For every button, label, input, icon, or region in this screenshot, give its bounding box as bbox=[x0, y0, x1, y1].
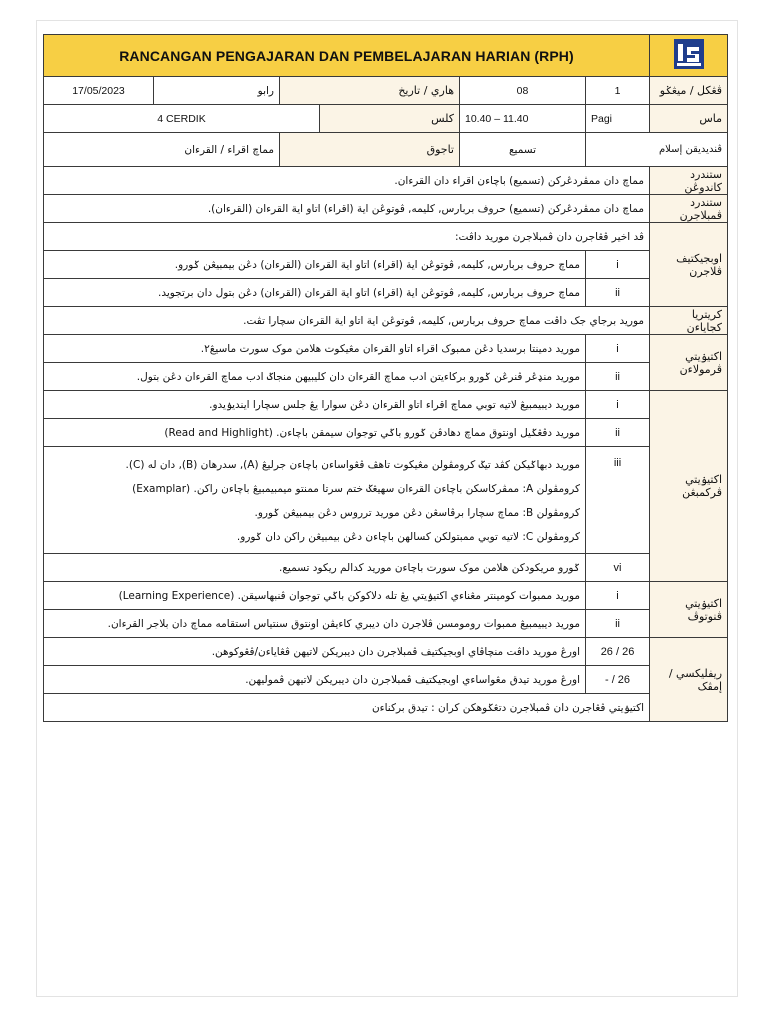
objective-label: اوبجيکتيف ڤلاجرن bbox=[650, 223, 728, 307]
main-row bbox=[44, 391, 728, 419]
objective-text: مماچ حروف بربارس, کليمه, ڤوتوڠن اية (اقراء) اتاو اية القرءان (القرءان) دڠن بتول دان برتجويد. bbox=[44, 279, 586, 307]
rph-table bbox=[43, 34, 728, 722]
opening-num: i bbox=[586, 335, 650, 363]
sk-label: ستندرد کاندوڠن bbox=[650, 167, 728, 195]
main-line: کرومڤولن C: لاتيه توبي ممبتولکن کسالهن باچاءن دڠن بيمبيڠن راکن دان ݢورو. bbox=[236, 531, 580, 543]
header-row bbox=[44, 35, 728, 77]
sp-row bbox=[44, 195, 728, 223]
sp-text: مماچ دان ممڤردڠرکن (تسميع) حروف بربارس, کليمه, ڤوتوڠن اية (اقراء) اتاو اية القرءان (القرءان). bbox=[44, 195, 650, 223]
objective-item-row bbox=[44, 251, 728, 279]
reflection-label: ريفليکسي / إمڤک bbox=[650, 638, 728, 722]
main-num: i bbox=[586, 391, 650, 419]
objective-intro-row bbox=[44, 223, 728, 251]
page-title: RANCANGAN PENGAJARAN DAN PEMBELAJARAN HARIAN (RPH) bbox=[44, 35, 650, 77]
objective-num: ii bbox=[586, 279, 650, 307]
closing-text: موريد ديبيمبيڠ ممبوات رومومسن ڤلاجرن دان ديبري کاءيڤن اونتوق سنتياس استقامه مماچ دان بلاجر القرءان. bbox=[44, 610, 586, 638]
main-num: vi bbox=[586, 554, 650, 582]
sp-label: ستندرد ڤمبلاجرن bbox=[650, 195, 728, 223]
closing-row bbox=[44, 582, 728, 610]
reflection-row bbox=[44, 666, 728, 694]
reflection-text: اورڠ موريد داڤت منچاڤاي اوبجيکتيف ڤمبلاجرن دان ديبريکن لاتيهن ڤڠاياءن/ڤڠوکوهن. bbox=[44, 638, 586, 666]
reflection-postponed: اکتيۏيتي ڤڠاجرن دان ڤمبلاجرن دتڠݢوهکن کران : تيدق برکناءن bbox=[44, 694, 650, 722]
week-value: 08 bbox=[460, 77, 586, 105]
objective-num: i bbox=[586, 251, 650, 279]
sk-row bbox=[44, 167, 728, 195]
main-text-group bbox=[44, 447, 586, 554]
main-num: iii bbox=[586, 447, 650, 554]
main-text: موريد ديبيمبيڠ لاتيه توبي مماچ اقراء اتاو القرءان دڠن سوارا يڠ جلس سچارا اينديۏيدو. bbox=[44, 391, 586, 419]
reflection-count: - / 26 bbox=[586, 666, 650, 694]
closing-row bbox=[44, 610, 728, 638]
closing-num: i bbox=[586, 582, 650, 610]
opening-row bbox=[44, 363, 728, 391]
opening-row bbox=[44, 335, 728, 363]
opening-text: موريد منډڠر ڤنرڠن ݢورو برکاءيتن ادب مماچ القرءان دان کليبيهن منجاݢ ادب مماچ القرءان دڠن بتول. bbox=[44, 363, 586, 391]
subtopic-value: تسميع bbox=[460, 133, 586, 167]
school-logo-icon bbox=[674, 39, 704, 69]
main-text: موريد دڤڠݢيل اونتوق مماچ دهادڤن ݢورو باݢي توجوان سيمقن باچاءن. (Read and Highlight) bbox=[44, 419, 586, 447]
week-label: ڤڠکل / ميڠݢو bbox=[650, 77, 728, 105]
main-label: اکتيۏيتي ڤرکمبڠن bbox=[650, 391, 728, 582]
skill-value: مماچ اقراء / القرءان bbox=[44, 133, 280, 167]
topic-label: تاجوق bbox=[280, 133, 460, 167]
reflection-row bbox=[44, 638, 728, 666]
meta-row-3 bbox=[44, 133, 728, 167]
main-line: کرومڤولن A: ممڤرکاسکن باچاءن القرءان سهيڠݢ ختم سرتا ممنتو ميمبيمبيڠ باچاءن راکن. (Examplar) bbox=[132, 483, 580, 495]
main-row bbox=[44, 447, 728, 554]
criteria-text: موريد برجاي جک داڤت مماچ حروف بربارس, کليمه, ڤوتوڠن اية اتاو اية القرءان سچارا تڤت. bbox=[44, 307, 650, 335]
time-label: ماس bbox=[650, 105, 728, 133]
meta-row-1 bbox=[44, 77, 728, 105]
closing-label: اکتيۏيتي ڤنوتوڤ bbox=[650, 582, 728, 638]
reflection-count: 26 / 26 bbox=[586, 638, 650, 666]
subject-value: ڤنديديقن إسلام bbox=[586, 133, 728, 167]
meta-row-2 bbox=[44, 105, 728, 133]
reflection-text: اورڠ موريد تيدق مڠواساءي اوبجيکتيف ڤمبلاجرن دان ديبريکن لاتيهن ڤموليهن. bbox=[44, 666, 586, 694]
opening-num: ii bbox=[586, 363, 650, 391]
opening-label: اکتيۏيتي ڤرمولاءن bbox=[650, 335, 728, 391]
opening-text: موريد دمينتا برسديا دڠن ممبوک اقراء اتاو القرءان مڠيکوت هلامن موک سورت ماسيڠ٢. bbox=[44, 335, 586, 363]
criteria-row bbox=[44, 307, 728, 335]
objective-intro: ڤد اخير ڤڠاجرن دان ڤمبلاجرن موريد داڤت: bbox=[44, 223, 650, 251]
class-value: 4 CERDIK bbox=[44, 105, 320, 133]
day-label: هاري / تاريخ bbox=[280, 77, 460, 105]
main-line: موريد دبهاݢيکن کڤد تيݢ کرومڤولن مڠيکوت تاهڤ ڤڠواساءن باچاءن جرليڠ (A), سدرهان (B), دان له (C). bbox=[125, 459, 580, 471]
sk-text: مماچ دان ممڤردڠرکن (تسميع) باچاءن اقراء دان القرءان. bbox=[44, 167, 650, 195]
criteria-label: کريتريا کجاياءن bbox=[650, 307, 728, 335]
main-row bbox=[44, 419, 728, 447]
objective-text: مماچ حروف بربارس, کليمه, ڤوتوڠن اية (اقراء) اتاو اية القرءان (القرءان) دڠن بيمبيڠن ݢورو. bbox=[44, 251, 586, 279]
logo-cell bbox=[650, 35, 728, 77]
main-num: ii bbox=[586, 419, 650, 447]
closing-num: ii bbox=[586, 610, 650, 638]
objective-item-row bbox=[44, 279, 728, 307]
main-row bbox=[44, 554, 728, 582]
date-value: 17/05/2023 bbox=[44, 77, 154, 105]
time-cell bbox=[460, 105, 586, 133]
time-value: 10.40 – 11.40 bbox=[465, 112, 529, 125]
main-line: کرومڤولن B: مماچ سچارا برڤاسڠن دڠن موريد ترروس دڠن بيمبيڠن ݢورو. bbox=[254, 507, 580, 519]
main-text: ݢورو مريکودکن هلامن موک سورت باچاءن موريد کدالم ريکود تسميع. bbox=[44, 554, 586, 582]
session-value: Pagi bbox=[586, 105, 650, 133]
minggu-value: 1 bbox=[586, 77, 650, 105]
day-value: رابو bbox=[154, 77, 280, 105]
class-label: کلس bbox=[320, 105, 460, 133]
closing-text: موريد ممبوات کومينتر مڠناءي اکتيۏيتي يڠ تله دلاکوکن باݢي توجوان ڤنبهاسيقن. (Learning Experience) bbox=[44, 582, 586, 610]
reflection-postponed-row bbox=[44, 694, 728, 722]
